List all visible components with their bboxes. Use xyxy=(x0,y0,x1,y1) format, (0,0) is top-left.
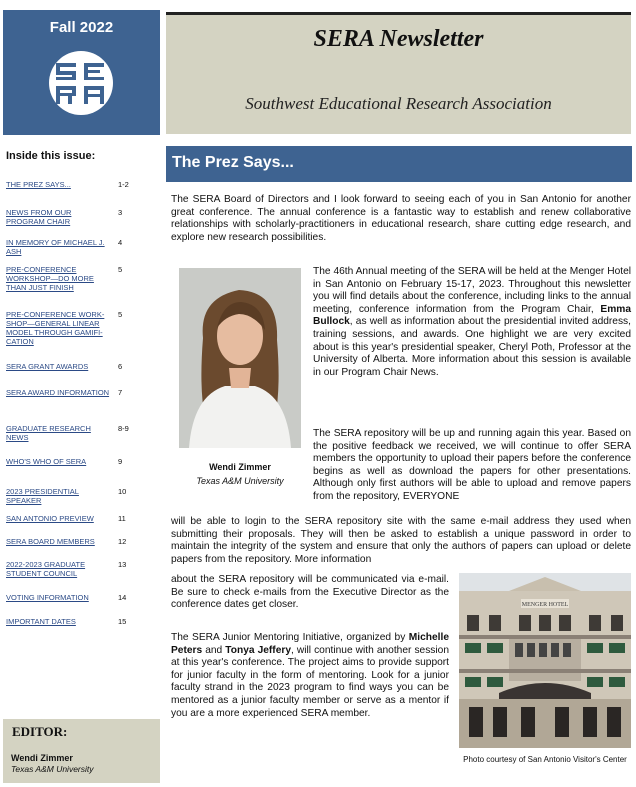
toc-item-title[interactable]: WHO'S WHO OF SERA xyxy=(6,457,87,466)
toc-item-title[interactable]: SERA BOARD MEMBERS xyxy=(6,537,95,546)
toc-item-title[interactable]: VOTING INFORMATION xyxy=(6,593,89,602)
article-paragraph: The 46th Annual meeting of the SERA will be held at the Menger Hotel in San Antonio on February 15-17, 2023. Throughout this newsletter you will find details about the conference, including links to the annual meeting, conference information from the Program Chair, Emma Bullock, as well as information about the presidential invited address, training sessions, and awards. One highlight we are very excited about is this year's presidential speaker, Cheryl Poth, Professor at the University of Alberta. More information about this session is available in our Program Chair News. xyxy=(313,266,631,378)
toc-item-page: 15 xyxy=(118,617,127,626)
hotel-image xyxy=(459,573,631,748)
toc-item-title[interactable]: PRE-CONFERENCE WORKSHOP—DO MORE THAN JUST FINISH xyxy=(6,265,94,292)
organization-name: Southwest Educational Research Association xyxy=(245,94,552,113)
article-paragraph: The SERA Junior Mentoring Initiative, organized by Michelle Peters and Tonya Jeffery, will continue with another session at this year's conference. The project aims to provide support for junior faculty in the form of mentoring. Look for a junior faculty strand in the 2023 program to find ways you can be mentored as a junior faculty member or serve as a mentor if you are a more experienced SERA member. xyxy=(171,632,449,719)
table-of-contents xyxy=(6,150,156,626)
program-chair-name: Emma Bullock xyxy=(313,303,631,328)
toc-item-title[interactable]: IMPORTANT DATES xyxy=(6,617,76,626)
president-photo xyxy=(179,268,301,448)
toc-item-page: 6 xyxy=(118,362,123,371)
toc-item-page: 10 xyxy=(118,487,127,496)
toc-item-page: 4 xyxy=(118,238,123,247)
toc-item-page: 11 xyxy=(118,514,126,523)
editor-affiliation: Texas A&M University xyxy=(11,764,94,774)
toc-item-title[interactable]: SAN ANTONIO PREVIEW xyxy=(6,514,94,523)
toc-item-title[interactable]: THE PREZ SAYS... xyxy=(6,180,71,189)
organizer-name: Tonya Jeffery xyxy=(225,644,291,656)
photo-caption-affiliation: Texas A&M University xyxy=(196,476,284,486)
article-paragraph: The SERA repository will be up and running again this year. Based on the positive feedback we received, we will continue to offer SERA members the opportunity to upload their papers before the conference begins as well as download the papers for other presentations. Although only first authors will be able to upload and remove papers from the repository, EVERYONE xyxy=(313,428,631,502)
toc-item-title[interactable]: 2023 PRESIDENTIAL SPEAKER xyxy=(6,487,79,505)
editor-heading: EDITOR: xyxy=(12,724,68,739)
issue-label: Fall 2022 xyxy=(49,19,114,36)
toc-item-title[interactable]: 2022-2023 GRADUATE STUDENT COUNCIL xyxy=(6,560,86,578)
issue-header xyxy=(3,10,160,135)
toc-item-title[interactable]: SERA AWARD INFORMATION xyxy=(6,388,110,397)
toc-item-page: 14 xyxy=(118,593,127,602)
hotel-sign: MENGER HOTEL xyxy=(521,602,569,608)
toc-item-page: 5 xyxy=(118,310,123,319)
toc-item-title[interactable]: GRADUATE RESEARCH NEWS xyxy=(6,424,91,442)
editor-box xyxy=(3,719,160,783)
article-paragraph-continued: about the SERA repository will be communicated via e-mail. Be sure to check e-mails from the Executive Director as the conference dates get closer. xyxy=(171,574,449,611)
toc-item-page: 12 xyxy=(118,537,127,546)
toc-item-page: 8-9 xyxy=(118,424,129,433)
article-paragraph: The SERA Board of Directors and I look forward to seeing each of you in San Antonio for another great conference. The annual conference is a fantastic way to establish and renew collaborative relationships with scholarly-practitioners in educational research, share cutting edge research, and explore new research possibilities. xyxy=(171,194,631,243)
portrait-image xyxy=(179,268,301,448)
toc-item-title[interactable]: SERA GRANT AWARDS xyxy=(6,362,89,371)
toc-item-page: 7 xyxy=(118,388,123,397)
masthead-rule xyxy=(166,12,631,15)
newsletter-title: SERA Newsletter xyxy=(313,26,484,52)
toc-item-page: 3 xyxy=(118,208,123,217)
hotel-photo xyxy=(459,573,631,748)
toc-item-page: 1-2 xyxy=(118,180,129,189)
photo-caption-name: Wendi Zimmer xyxy=(209,462,271,472)
sera-logo-icon xyxy=(48,50,114,116)
organizer-name: Michelle Peters xyxy=(171,632,449,656)
masthead xyxy=(166,12,631,134)
toc-item-page: 9 xyxy=(118,457,123,466)
section-title: The Prez Says... xyxy=(172,154,294,171)
toc-heading: Inside this issue: xyxy=(6,150,96,162)
article-paragraph-continued: will be able to login to the SERA repository site with the same e-mail address they used when submitting their proposals. They will then be asked to establish a unique password in order to maintain the integrity of the system and ensure that only the authors of papers can upload or delete papers from the repository. More information xyxy=(171,516,631,565)
toc-item-title[interactable]: PRE-CONFERENCE WORK-SHOP—GENERAL LINEAR MODEL THROUGH GAMIFI-CATION xyxy=(6,310,105,346)
editor-name: Wendi Zimmer xyxy=(11,753,73,763)
toc-item-title[interactable]: IN MEMORY OF MICHAEL J. ASH xyxy=(6,238,105,256)
toc-item-page: 5 xyxy=(118,265,123,274)
toc-item-page: 13 xyxy=(118,560,127,569)
hotel-photo-caption: Photo courtesy of San Antonio Visitor's Center xyxy=(463,755,627,764)
section-title-bar xyxy=(166,146,632,182)
toc-item-title[interactable]: NEWS FROM OUR PROGRAM CHAIR xyxy=(6,208,72,226)
